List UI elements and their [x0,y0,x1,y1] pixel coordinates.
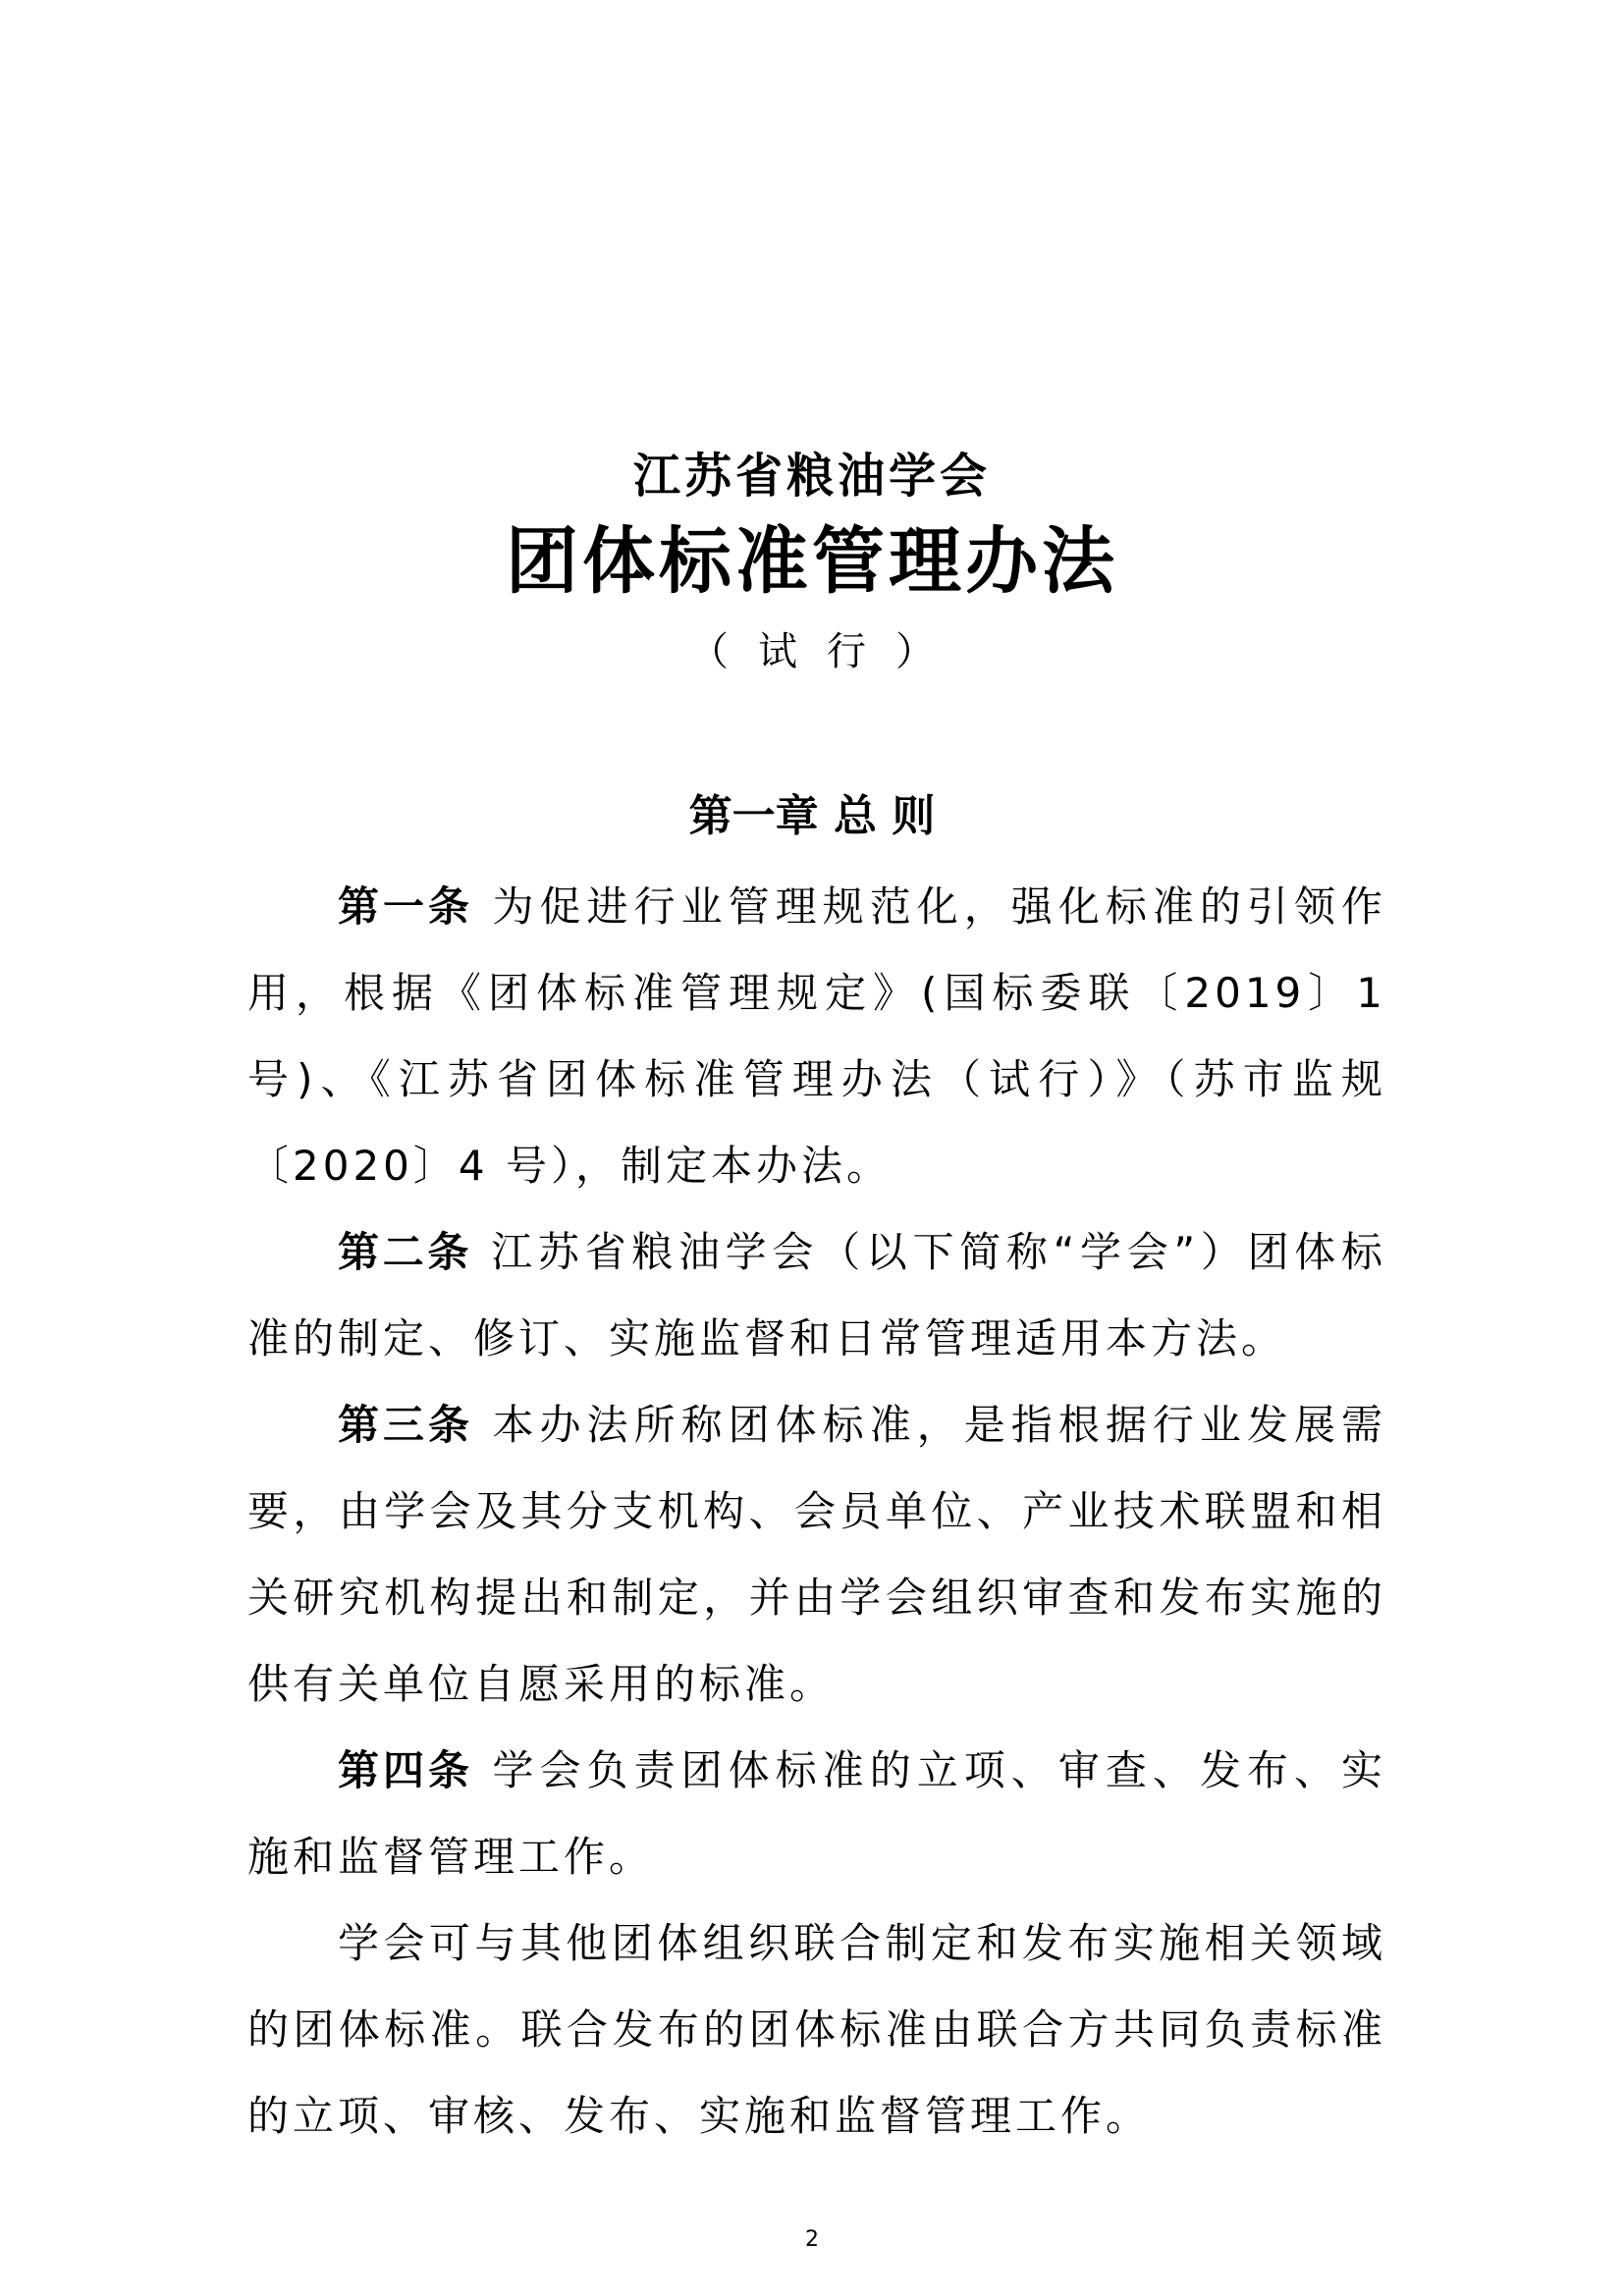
article-4-continuation [247,1900,1386,2160]
article-4 [247,1728,1386,1900]
article-text: 本办法所称团体标准，是指根据行业发展需要，由学会及其分支机构、会员单位、产业技术联盟和相关研究机构提出和制定，并由学会组织审查和发布实施的供有关单位自愿采用的标准。 [247,1401,1386,1708]
article-label: 第一条 [338,882,474,931]
document-title: 团体标准管理办法 [506,519,1118,604]
document-body [247,864,1386,2160]
article-label: 第四条 [338,1746,474,1794]
article-label: 第三条 [338,1401,474,1449]
organization-name: 江苏省粮油学会 [632,449,991,504]
article-text: 学会可与其他团体组织联合制定和发布实施相关领域的团体标准。联合发布的团体标准由联合方共同负责标准的立项、审核、发布、实施和监督管理工作。 [247,1919,1386,2140]
article-text: 江苏省粮油学会（以下简称“学会”）团体标准的制定、修订、实施监督和日常管理适用本方法。 [247,1228,1386,1362]
article-1 [247,864,1386,1209]
article-text: 为促进行业管理规范化，强化标准的引领作用，根据《团体标准管理规定》(国标委联〔2019〕1 号)、《江苏省团体标准管理办法（试行）》（苏市监规〔2020〕4 号），制定本办法。 [247,882,1386,1190]
chapter-heading: 第一章 总 则 [688,791,936,841]
document-subtitle: （试行） [689,629,964,674]
document-header [0,447,1624,676]
article-2 [247,1209,1386,1382]
article-3 [247,1382,1386,1728]
page-number: 2 [805,2227,819,2252]
article-label: 第二条 [338,1228,473,1276]
article-text: 学会负责团体标准的立项、审查、发布、实施和监督管理工作。 [247,1746,1386,1881]
